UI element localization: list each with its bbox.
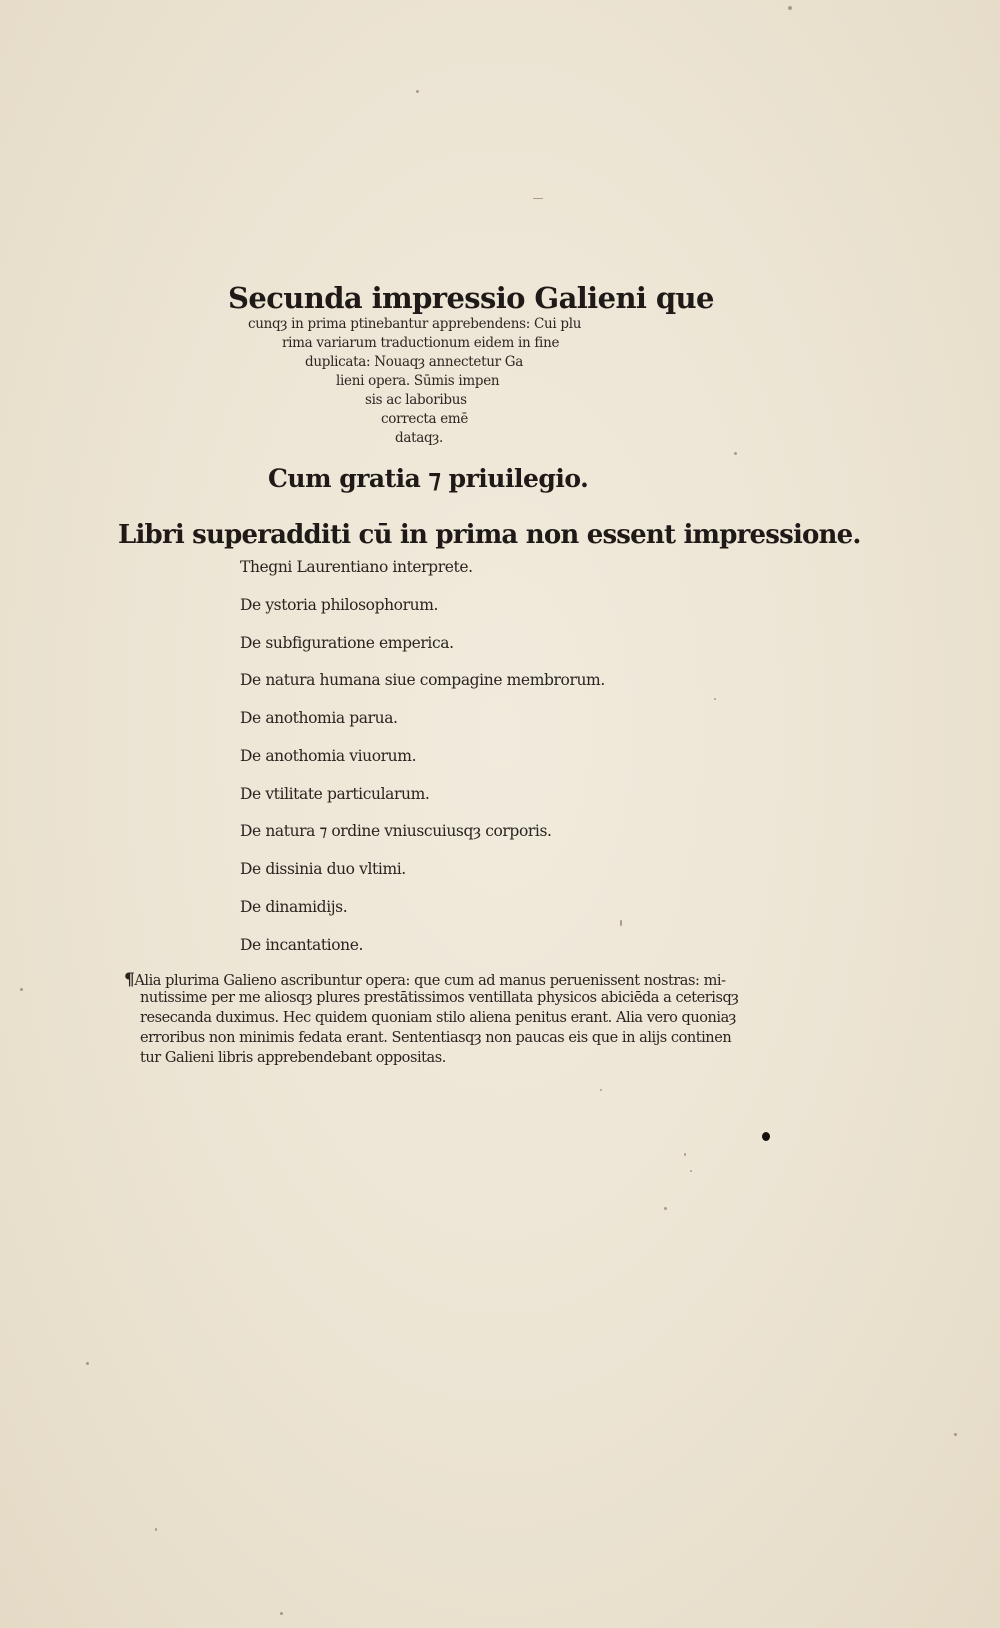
paper-speck xyxy=(155,1528,157,1531)
title-line-6: sis ac laboribus xyxy=(365,392,467,408)
note-line-1 xyxy=(124,970,726,990)
libri-heading: Libri superadditi cū in prima non essent impressione. xyxy=(118,520,861,550)
pilcrow-mark: ¶ xyxy=(124,970,135,990)
paper-speck xyxy=(714,698,716,700)
book-item: De incantatione. xyxy=(240,936,364,954)
paper-speck xyxy=(788,6,792,10)
paper-speck xyxy=(664,1207,667,1210)
title-line-1: Secunda impressio Galieni que xyxy=(228,281,714,315)
paper-speck xyxy=(954,1433,957,1436)
title-line-7: correcta emē xyxy=(381,411,469,427)
book-item: De ystoria philosophorum. xyxy=(240,596,439,614)
book-item: De anothomia viuorum. xyxy=(240,747,417,765)
title-line-2: cunqȝ in prima ptinebantur apprebendens: Cui plu xyxy=(248,316,582,332)
book-item: De natura humana siue compagine membrorum. xyxy=(240,671,605,689)
note-line-4: erroribus non minimis fedata erant. Sententiasqȝ non paucas eis que in alijs continen xyxy=(140,1030,732,1046)
privilege-line: Cum gratia ⁊ priuilegio. xyxy=(268,464,589,493)
title-line-3: rima variarum traductionum eidem in fine xyxy=(282,335,560,351)
title-line-4: duplicata: Nouaqȝ annectetur Ga xyxy=(305,354,523,370)
paper-speck xyxy=(684,1153,686,1156)
note-text: Alia plurima Galieno ascribuntur opera: que cum ad manus peruenissent nostras: mi- xyxy=(134,973,726,989)
book-item: De anothomia parua. xyxy=(240,709,398,727)
book-item: De natura ⁊ ordine vniuscuiusqȝ corporis. xyxy=(240,822,552,840)
paper-speck xyxy=(20,988,23,991)
paper-speck xyxy=(86,1362,89,1365)
paper-speck xyxy=(280,1612,283,1615)
title-line-5: lieni opera. Sūmis impen xyxy=(336,373,500,389)
note-line-5: tur Galieni libris apprebendebant oppositas. xyxy=(140,1050,446,1066)
note-line-3: resecanda duximus. Hec quidem quoniam stilo aliena penitus erant. Alia vero quoniaȝ xyxy=(140,1010,736,1026)
book-item: De dinamidijs. xyxy=(240,898,348,916)
book-item: De dissinia duo vltimi. xyxy=(240,860,406,878)
title-line-8: dataqȝ. xyxy=(395,430,444,446)
paper-speck xyxy=(533,198,543,199)
paper-speck xyxy=(734,452,737,455)
note-line-2: nutissime per me aliosqȝ plures prestātissimos ventillata physicos abiciēda a ceterisqȝ xyxy=(140,990,739,1006)
book-item: De vtilitate particularum. xyxy=(240,785,430,803)
paper-speck xyxy=(620,920,622,926)
book-item: De subfiguratione emperica. xyxy=(240,634,454,652)
paper-speck xyxy=(600,1089,602,1091)
paper-speck xyxy=(690,1170,692,1172)
paper-speck xyxy=(416,90,419,93)
book-item: Thegni Laurentiano interprete. xyxy=(240,558,473,576)
ink-spot xyxy=(762,1132,770,1141)
